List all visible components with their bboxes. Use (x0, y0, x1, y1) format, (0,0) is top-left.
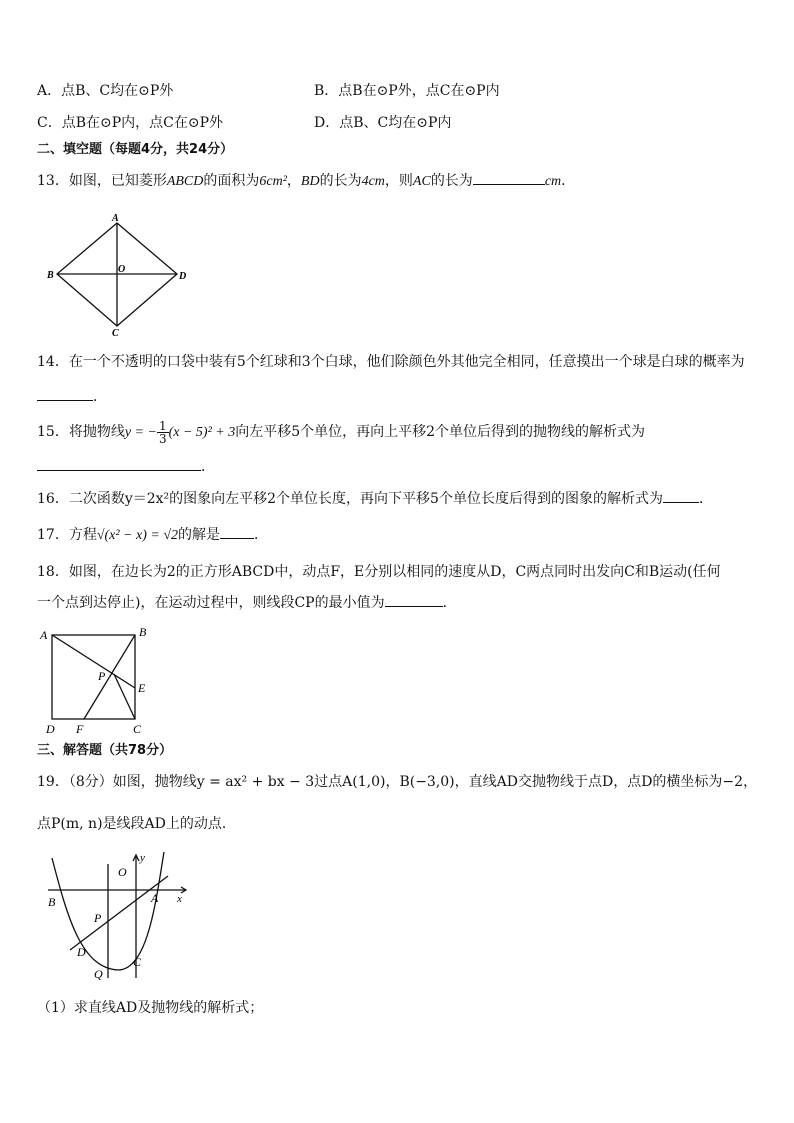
segment-bf (84, 635, 135, 719)
square-figure (36, 622, 156, 738)
q14-end: ． (93, 389, 107, 405)
option-d: D．点B、C均在⊙P内 (314, 115, 452, 131)
question-17 (37, 524, 268, 546)
label-c: C (133, 722, 142, 736)
q15-post: 向左平移5个单位，再向上平移2个单位后得到的抛物线的解析式为 (235, 424, 646, 440)
answer-blank[interactable] (473, 170, 545, 185)
answer-blank[interactable] (37, 456, 201, 471)
option-a: A．点B、C均在⊙P外 (37, 83, 174, 99)
question-19-line2: 点P(m, n)是线段AD上的动点． (37, 816, 236, 832)
q17-pre: 17．方程 (37, 527, 97, 543)
q13-unit: cm (544, 174, 562, 189)
q13-text: 的长为 (319, 173, 362, 189)
q15-fraction (157, 420, 169, 445)
square-abcd (52, 635, 135, 719)
label-p: P (94, 911, 102, 925)
question-19: 19．（8分）如图，抛物线y = ax² + bx − 3过点A(1,0)，B(−3,0)，直线AD交抛物线于点D，点D的横坐标为−2， (37, 774, 758, 790)
q17-equation: √(x² − x) = √2 (96, 528, 179, 543)
q15-den: 3 (158, 431, 167, 446)
rhombus-figure (40, 210, 200, 338)
question-13 (37, 170, 575, 192)
label-a: A (40, 628, 48, 642)
label-b: B (139, 625, 147, 639)
answer-blank[interactable] (220, 524, 254, 539)
q17-end: ． (254, 527, 269, 543)
label-d: D (179, 271, 187, 282)
label-o: O (118, 865, 127, 879)
q16-text: 16．二次函数y＝2x²的图象向左平移2个单位长度，再向下平移5个单位长度后得到的图象的解析式为 (37, 491, 663, 507)
section-heading-fill-in: 二、填空题（每题4分，共24分） (37, 142, 234, 157)
answer-blank[interactable] (663, 488, 699, 503)
q15-rhs: (x − 5)² + 3 (168, 425, 236, 440)
question-18: 18．如图，在边长为2的正方形ABCD中，动点F，E分别以相同的速度从D，C两点同时出发向C和B运动(任何 (37, 564, 721, 580)
label-y: y (140, 852, 145, 864)
label-e: E (138, 681, 146, 695)
label-a: A (112, 213, 119, 224)
q15-pre: 15．将抛物线 (37, 424, 125, 440)
parabola-figure (40, 850, 200, 982)
q15-lhs: y = − (124, 425, 157, 440)
label-b: B (47, 270, 54, 281)
label-x: x (177, 893, 182, 905)
q13-text: ， (286, 173, 301, 189)
q13-end: ． (561, 173, 576, 189)
q13-bd: BD (300, 174, 320, 189)
label-q: Q (94, 967, 103, 981)
label-p: P (98, 669, 106, 683)
q17-post: 的解是 (178, 527, 221, 543)
q13-text: ，则 (384, 173, 413, 189)
label-f: F (76, 722, 84, 736)
q13-text: 的面积为 (203, 173, 260, 189)
q16-end: ． (698, 491, 713, 507)
section-heading-solutions: 三、解答题（共78分） (37, 743, 173, 758)
label-a: A (151, 891, 159, 905)
question-14-answer (37, 386, 107, 407)
option-c: C．点B在⊙P内，点C在⊙P外 (37, 115, 224, 131)
q13-abcd: ABCD (166, 174, 204, 189)
question-16 (37, 488, 713, 509)
q13-area: 6cm² (259, 174, 287, 189)
label-d: D (46, 722, 55, 736)
label-d: D (77, 945, 86, 959)
q13-ac: AC (412, 174, 431, 189)
segment-ae (52, 635, 135, 688)
question-15-answer (37, 456, 215, 477)
q18-text: 一个点到达停止)，在运动过程中，则线段CP的最小值为 (37, 595, 385, 611)
q18-end: ． (442, 595, 457, 611)
question-19-part1: （1）求直线AD及抛物线的解析式； (37, 1000, 264, 1016)
question-15 (37, 418, 645, 447)
q13-text: 13．如图，已知菱形 (37, 173, 167, 189)
label-c: C (133, 955, 142, 969)
answer-blank[interactable] (37, 386, 93, 401)
q15-num: 1 (158, 418, 167, 433)
option-b: B．点B在⊙P外，点C在⊙P内 (314, 83, 500, 99)
label-c: C (112, 328, 119, 338)
label-b: B (48, 895, 56, 909)
label-o: O (118, 264, 126, 275)
question-18-line2 (37, 592, 457, 613)
question-14: 14．在一个不透明的口袋中装有5个红球和3个白球，他们除颜色外其他完全相同，任意摸出一个球是白球的概率为 (37, 354, 745, 370)
q15-end: ． (201, 459, 215, 475)
q13-length: 4cm (361, 174, 385, 189)
q13-text: 的长为 (430, 173, 473, 189)
answer-blank[interactable] (385, 592, 443, 607)
